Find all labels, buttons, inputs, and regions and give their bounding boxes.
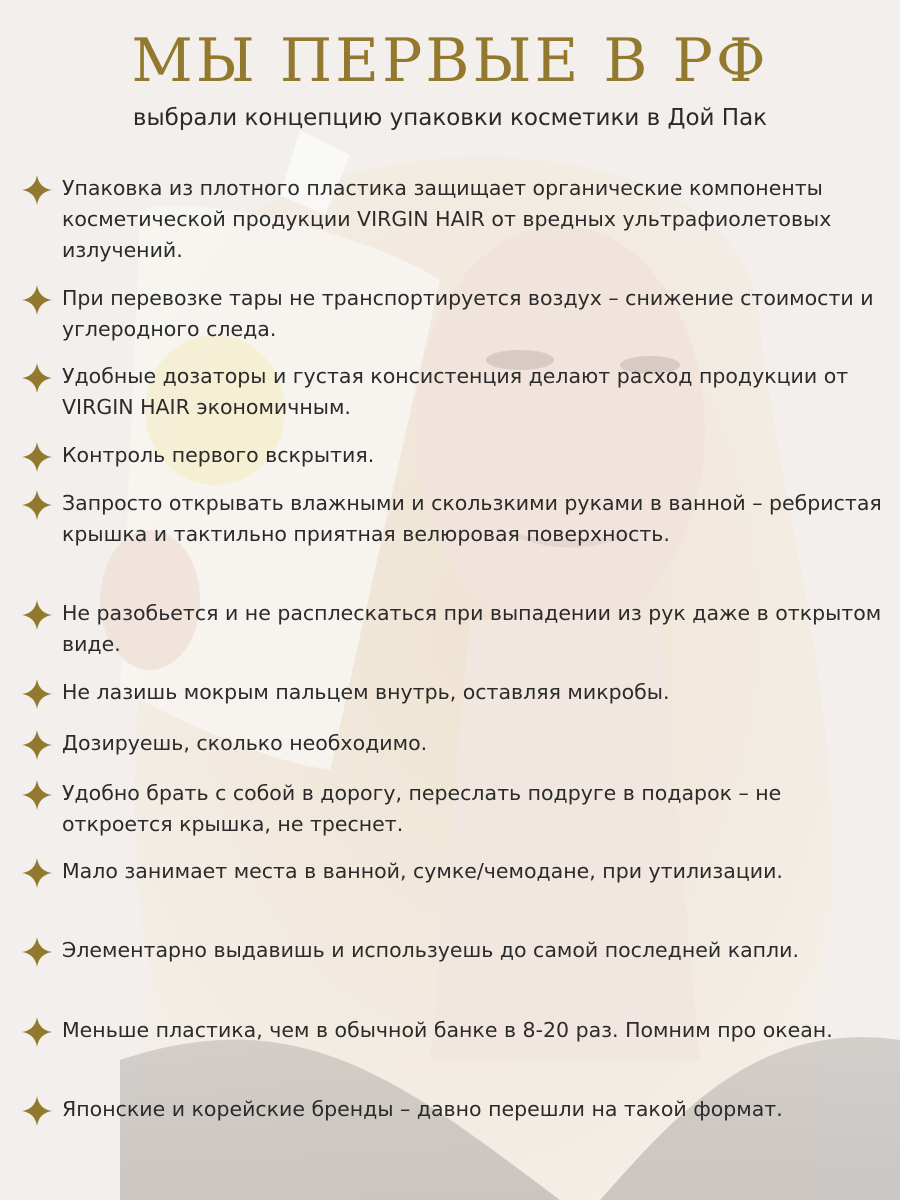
four-point-star-icon — [22, 363, 52, 393]
four-point-star-icon — [22, 730, 52, 760]
list-item-text: Мало занимает места в ванной, сумке/чемодане, при утилизации. — [62, 859, 783, 883]
four-point-star-icon — [22, 937, 52, 967]
list-item-text: Не разобьется и не расплескаться при выпадении из рук даже в открытом виде. — [62, 601, 882, 656]
four-point-star-icon — [22, 442, 52, 472]
page-title: МЫ ПЕРВЫЕ В РФ — [131, 26, 769, 96]
four-point-star-icon — [22, 1017, 52, 1047]
four-point-star-icon — [22, 285, 52, 315]
four-point-star-icon — [22, 175, 52, 205]
four-point-star-icon — [22, 858, 52, 888]
list-item-text: Удобно брать с собой в дорогу, переслать подруге в подарок – не откроется крышка, не треснет. — [62, 781, 782, 836]
four-point-star-icon — [22, 490, 52, 520]
list-item-text: Упаковка из плотного пластика защищает органические компоненты косметической продукции VIRGIN HAIR от вредных ультрафиолетовых излучений. — [62, 176, 832, 262]
list-item-text: При перевозке тары не транспортируется воздух – снижение стоимости и углеродного следа. — [62, 286, 874, 341]
list-item-text: Элементарно выдавишь и используешь до самой последней капли. — [62, 938, 799, 962]
list-item-text: Не лазишь мокрым пальцем внутрь, оставляя микробы. — [62, 680, 670, 704]
list-item-text: Удобные дозаторы и густая консистенция делают расход продукции от VIRGIN HAIR экономичным. — [62, 364, 849, 419]
list-item-text: Запросто открывать влажными и скользкими руками в ванной – ребристая крышка и тактильно приятная велюровая поверхность. — [62, 491, 882, 546]
list-item-text: Японские и корейские бренды – давно перешли на такой формат. — [62, 1097, 783, 1121]
four-point-star-icon — [22, 1096, 52, 1126]
four-point-star-icon — [22, 780, 52, 810]
list-item-text: Дозируешь, сколько необходимо. — [62, 731, 428, 755]
list-item-text: Меньше пластика, чем в обычной банке в 8-20 раз. Помним про океан. — [62, 1018, 833, 1042]
page-subtitle: выбрали концепцию упаковки косметики в Дой Пак — [132, 105, 768, 131]
four-point-star-icon — [22, 679, 52, 709]
four-point-star-icon — [22, 600, 52, 630]
list-item-text: Контроль первого вскрытия. — [62, 443, 375, 467]
